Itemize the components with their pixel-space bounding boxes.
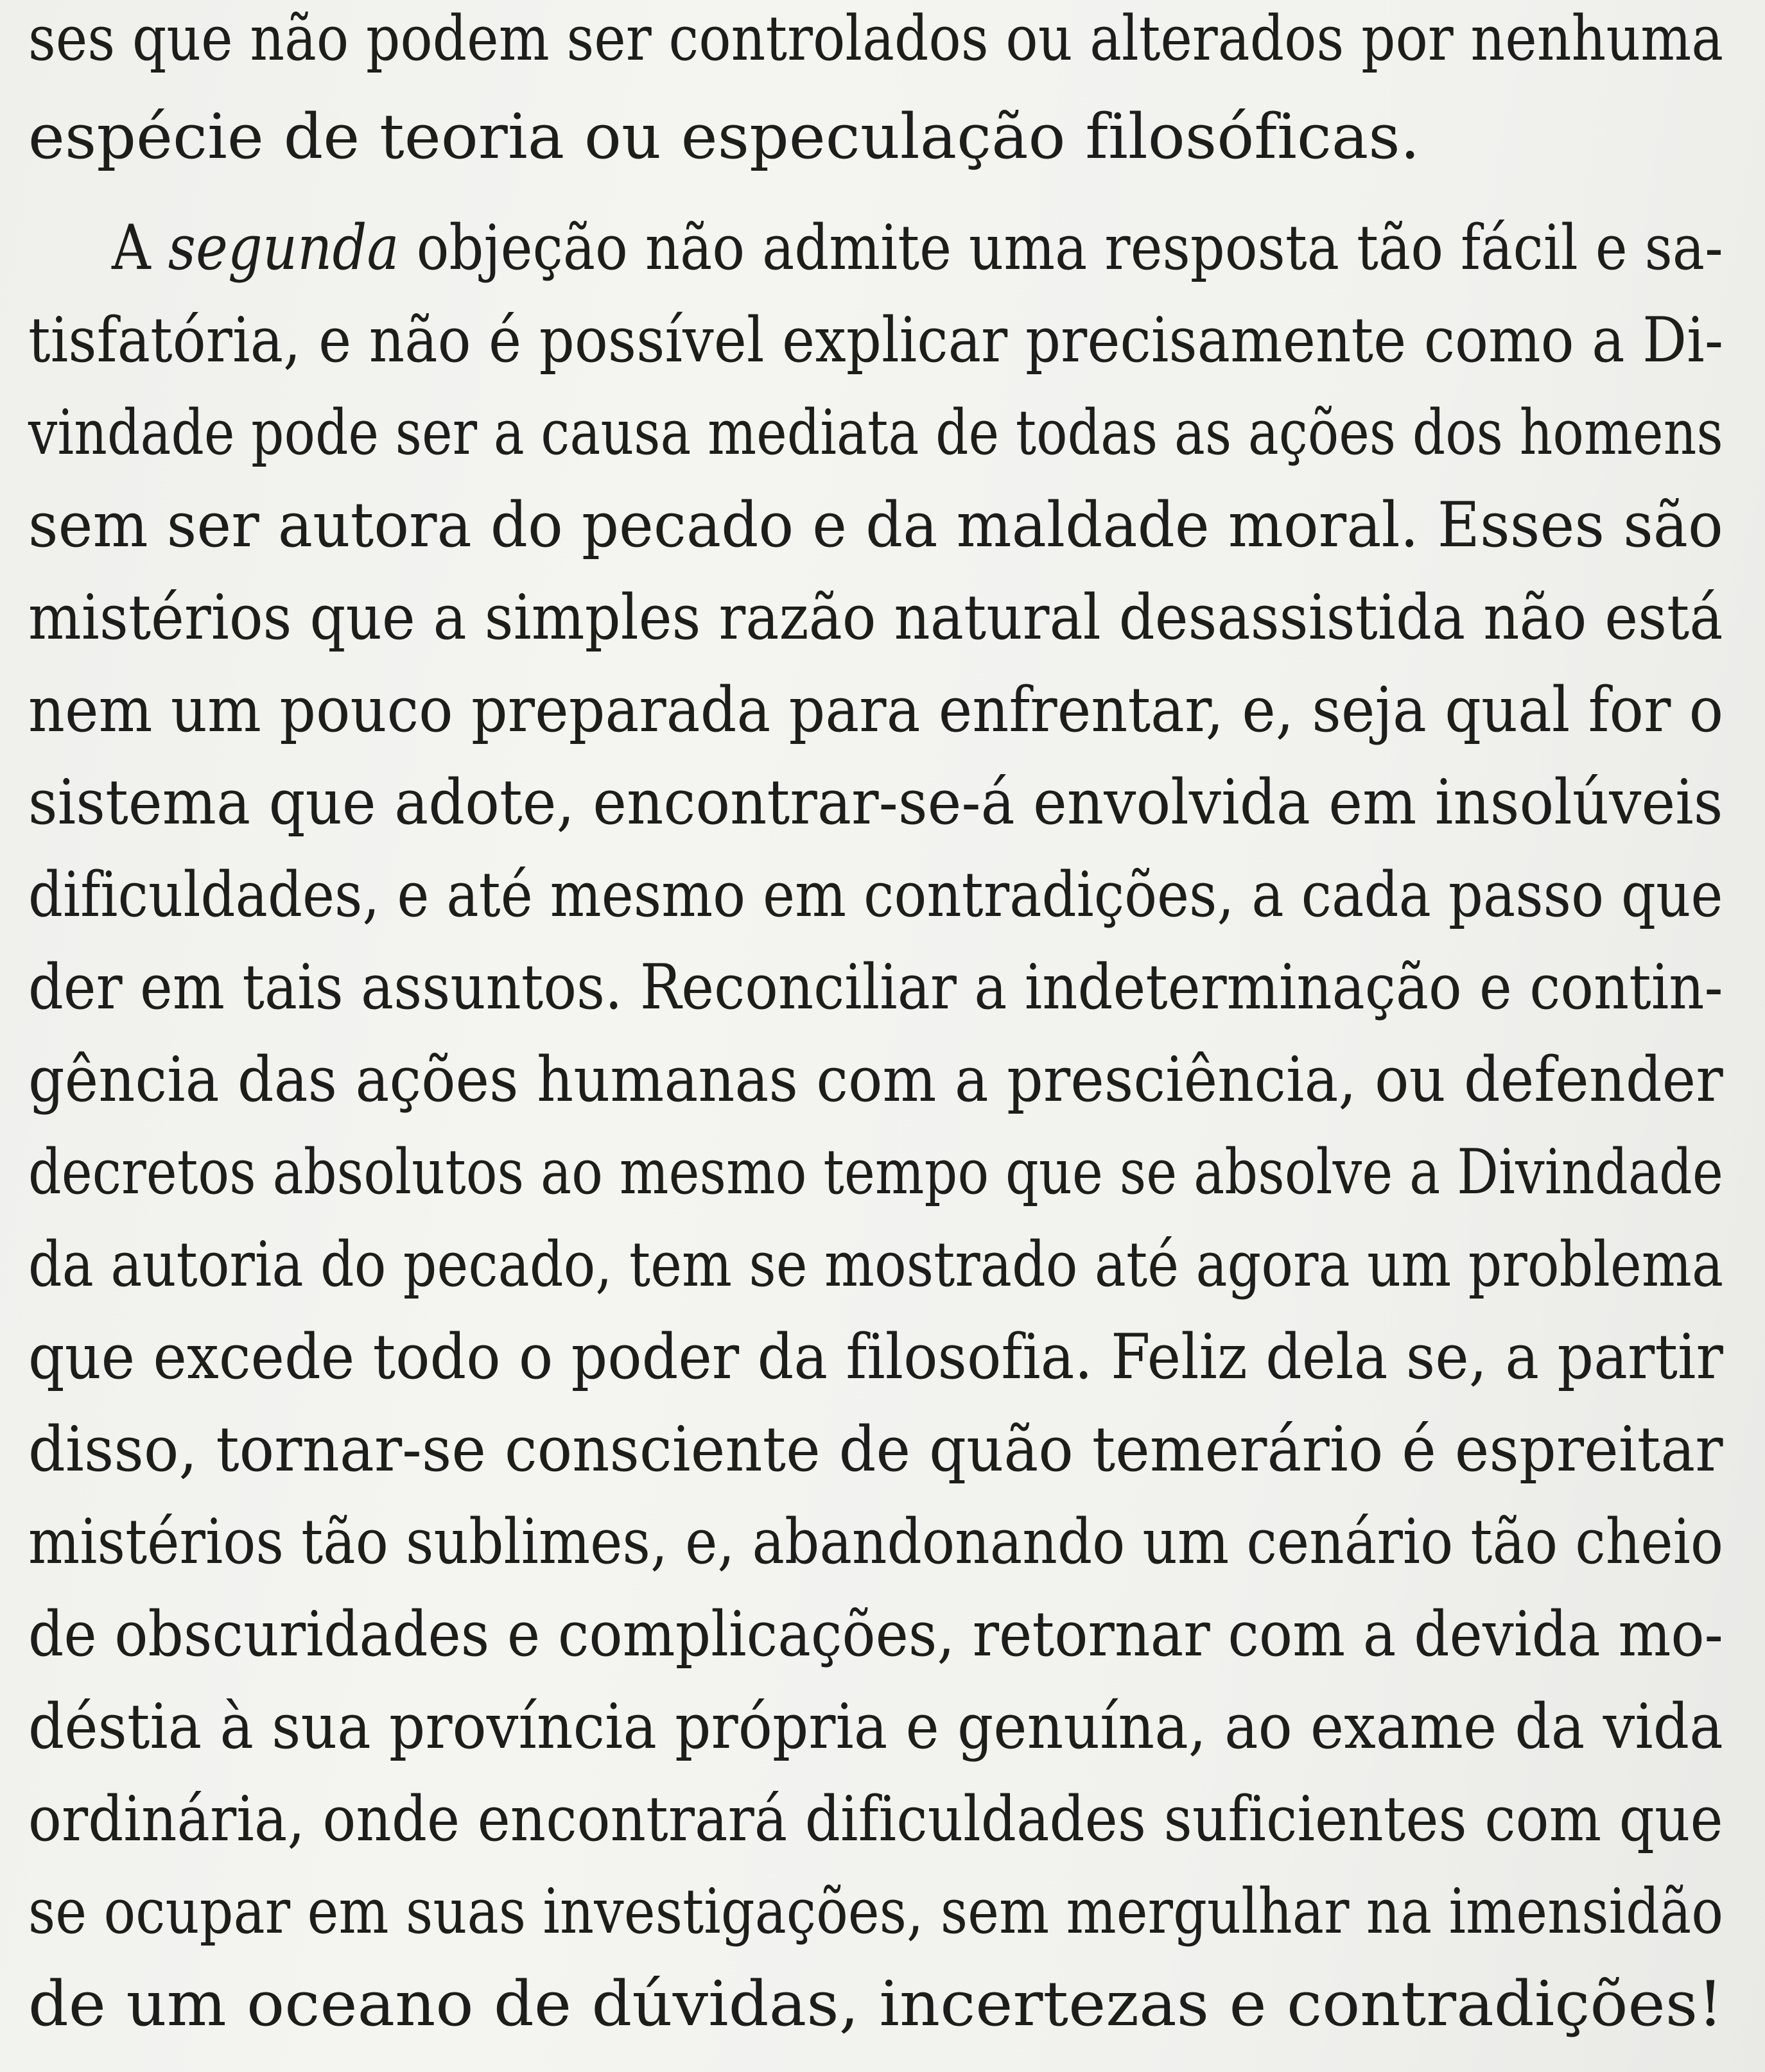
text-line: ses que não podem ser controlados ou alterados por nenhuma <box>28 3 1724 74</box>
text-line: que excede todo o poder da filosofia. Feliz dela se, a partir <box>28 1321 1723 1393</box>
text-line: espécie de teoria ou especulação filosóficas. <box>28 101 1420 173</box>
text-line: dificuldades, e até mesmo em contradições, a cada passo que <box>28 859 1723 931</box>
text-line <box>112 212 1723 284</box>
text-line: sem ser autora do pecado e da maldade moral. Esses são <box>28 489 1723 561</box>
text-line: mistérios tão sublimes, e, abandonando um cenário tão cheio <box>28 1506 1724 1578</box>
emphasis-word: segunda <box>168 212 399 284</box>
text-line: mistérios que a simples razão natural desassistida não está <box>28 582 1723 653</box>
text-line: nem um pouco preparada para enfrentar, e, seja qual for o <box>28 674 1724 746</box>
text-line: de obscuridades e complicações, retornar com a devida mo- <box>28 1598 1724 1670</box>
text-line: gência das ações humanas com a presciência, ou defender <box>28 1044 1723 1116</box>
text-line: tisfatória, e não é possível explicar precisamente como a Di- <box>28 304 1724 376</box>
text-line: der em tais assuntos. Reconciliar a indeterminação e contin- <box>28 951 1723 1023</box>
text-line: sistema que adote, encontrar-se-á envolvida em insolúveis <box>28 766 1723 838</box>
line-suffix: objeção não admite uma resposta tão fácil e sa- <box>399 212 1723 284</box>
text-line: ordinária, onde encontrará dificuldades suficientes com que <box>28 1783 1723 1855</box>
text-line: vindade pode ser a causa mediata de todas as ações dos homens <box>28 397 1723 469</box>
text-line: déstia à sua província própria e genuína, ao exame da vida <box>28 1691 1723 1763</box>
text-line: de um oceano de dúvidas, incertezas e contradições! <box>28 1968 1723 2040</box>
text-line: disso, tornar-se consciente de quão temerário é espreitar <box>28 1413 1723 1485</box>
line-prefix: A <box>112 212 168 284</box>
text-line: se ocupar em suas investigações, sem mergulhar na imensidão <box>28 1876 1724 1947</box>
text-line: decretos absolutos ao mesmo tempo que se absolve a Divindade <box>28 1136 1723 1208</box>
text-line: da autoria do pecado, tem se mostrado até agora um problema <box>28 1229 1724 1300</box>
